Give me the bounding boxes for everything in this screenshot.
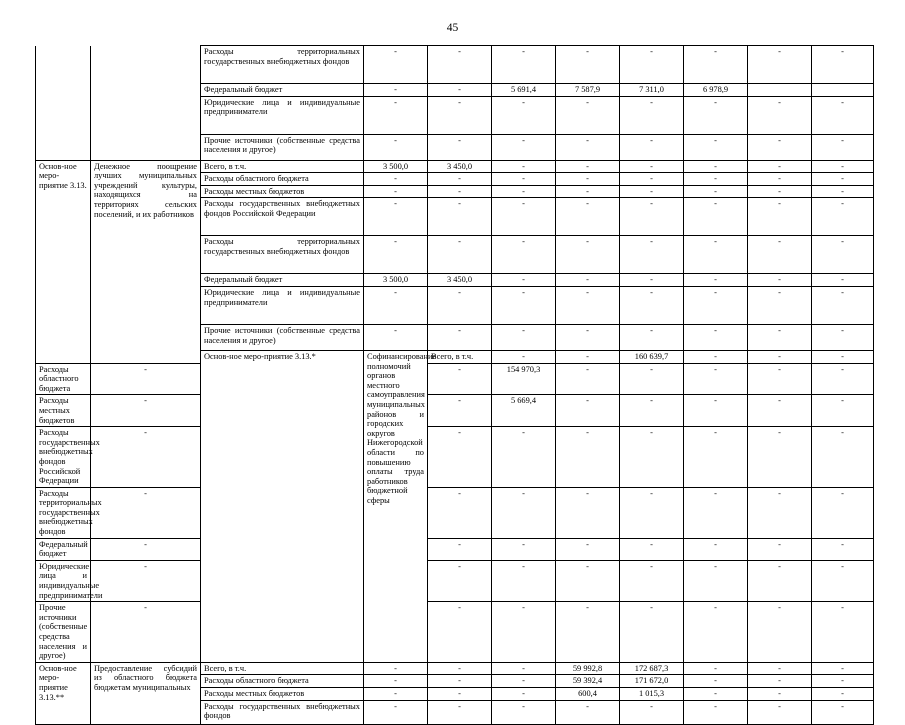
value-cell: - (812, 675, 874, 688)
value-cell: - (684, 487, 748, 538)
value-cell: - (748, 487, 812, 538)
value-cell: - (91, 487, 201, 538)
value-cell: - (748, 198, 812, 236)
value-cell: 3 450,0 (428, 160, 492, 173)
value-cell: - (748, 173, 812, 186)
value-cell (812, 84, 874, 97)
value-cell: - (748, 363, 812, 395)
value-cell: - (812, 427, 874, 488)
value-cell: - (812, 538, 874, 560)
value-cell: - (91, 602, 201, 663)
table-row (36, 395, 874, 427)
value-cell: - (428, 662, 492, 675)
activity-name-cell: Предоставление субсидий из областного бюджета бюджетам муниципальных (91, 662, 201, 724)
value-cell: 600,4 (556, 687, 620, 700)
value-cell: - (748, 602, 812, 663)
value-cell: - (684, 185, 748, 198)
value-cell: - (364, 46, 428, 84)
value-cell: 3 500,0 (364, 160, 428, 173)
value-cell: - (748, 427, 812, 488)
value-cell: - (620, 487, 684, 538)
value-cell: - (812, 687, 874, 700)
value-cell: - (748, 700, 812, 724)
value-cell: - (556, 700, 620, 724)
value-cell: - (620, 395, 684, 427)
value-cell: - (684, 602, 748, 663)
funding-source-cell: Прочие источники (собственные средства населения и другое) (201, 134, 364, 160)
value-cell: - (620, 286, 684, 324)
value-cell: - (428, 198, 492, 236)
value-cell: - (684, 427, 748, 488)
value-cell: - (556, 46, 620, 84)
value-cell: 7 587,9 (556, 84, 620, 97)
value-cell: - (428, 173, 492, 186)
value-cell: - (428, 395, 492, 427)
value-cell: - (428, 487, 492, 538)
funding-source-cell: Федеральный бюджет (36, 538, 91, 560)
value-cell: - (620, 185, 684, 198)
value-cell: - (556, 560, 620, 601)
value-cell: - (364, 700, 428, 724)
value-cell: - (364, 84, 428, 97)
funding-source-cell: Расходы государственных внебюджетных фондов Российской Федерации (201, 198, 364, 236)
value-cell: - (748, 134, 812, 160)
value-cell: - (492, 134, 556, 160)
table-row (36, 363, 874, 395)
funding-source-cell: Расходы местных бюджетов (201, 687, 364, 700)
value-cell: - (428, 687, 492, 700)
value-cell: - (492, 96, 556, 134)
value-cell: 5 691,4 (492, 84, 556, 97)
value-cell: - (556, 286, 620, 324)
value-cell: - (428, 602, 492, 663)
value-cell: - (684, 395, 748, 427)
value-cell: - (364, 662, 428, 675)
value-cell: - (492, 185, 556, 198)
value-cell: - (91, 363, 201, 395)
value-cell: 5 669,4 (492, 395, 556, 427)
value-cell: - (428, 363, 492, 395)
value-cell: - (812, 662, 874, 675)
value-cell: - (364, 96, 428, 134)
value-cell: - (91, 427, 201, 488)
value-cell: 59 992,8 (556, 662, 620, 675)
value-cell: - (556, 236, 620, 274)
value-cell: - (684, 324, 748, 350)
value-cell: - (428, 538, 492, 560)
value-cell: 154 970,3 (492, 363, 556, 395)
value-cell: - (364, 675, 428, 688)
value-cell: - (684, 134, 748, 160)
funding-source-cell: Расходы областного бюджета (36, 363, 91, 395)
value-cell: - (812, 324, 874, 350)
value-cell: - (492, 602, 556, 663)
value-cell: - (428, 96, 492, 134)
value-cell: - (91, 538, 201, 560)
value-cell: - (556, 274, 620, 287)
value-cell: - (748, 160, 812, 173)
value-cell: - (812, 395, 874, 427)
value-cell: - (684, 286, 748, 324)
value-cell: - (492, 700, 556, 724)
value-cell: - (428, 84, 492, 97)
value-cell: - (91, 560, 201, 601)
value-cell: - (748, 286, 812, 324)
value-cell: - (684, 538, 748, 560)
value-cell: - (556, 487, 620, 538)
value-cell: - (748, 395, 812, 427)
value-cell: - (620, 46, 684, 84)
value-cell: - (684, 46, 748, 84)
activity-cell: Основ-ное меро-приятие 3.13.* (201, 350, 364, 662)
value-cell: - (684, 236, 748, 274)
funding-source-cell: Прочие источники (собственные средства населения и другое) (201, 324, 364, 350)
value-cell: - (492, 236, 556, 274)
value-cell: - (492, 350, 556, 363)
table-row (36, 160, 874, 173)
value-cell: - (492, 274, 556, 287)
funding-source-cell: Расходы местных бюджетов (201, 185, 364, 198)
value-cell: - (620, 363, 684, 395)
value-cell: - (620, 236, 684, 274)
value-cell: 7 311,0 (620, 84, 684, 97)
funding-source-cell: Юридические лица и индивидуальные предприниматели (201, 286, 364, 324)
value-cell: - (620, 96, 684, 134)
value-cell: - (620, 160, 684, 173)
value-cell: - (620, 700, 684, 724)
value-cell: - (812, 160, 874, 173)
value-cell: 172 687,3 (620, 662, 684, 675)
value-cell: - (492, 487, 556, 538)
value-cell: - (428, 46, 492, 84)
value-cell: - (91, 395, 201, 427)
value-cell: - (812, 350, 874, 363)
budget-table (35, 45, 874, 725)
value-cell: - (684, 560, 748, 601)
value-cell: - (620, 560, 684, 601)
table-row (36, 427, 874, 488)
value-cell: - (428, 236, 492, 274)
value-cell: - (428, 185, 492, 198)
table-row (36, 538, 874, 560)
funding-source-cell: Расходы территориальных государственных внебюджетных фондов (36, 487, 91, 538)
activity-name-cell: Софинансирование полномочий органов местного самоуправления муниципальных районов и городских округов Нижегородской области по повышению оплаты труда работников бюджетной сферы (364, 350, 428, 662)
value-cell (748, 84, 812, 97)
value-cell: - (364, 185, 428, 198)
value-cell: - (684, 662, 748, 675)
value-cell: - (684, 363, 748, 395)
value-cell: - (812, 173, 874, 186)
activity-name-cell: Денежное поощрение лучших муниципальных учреждений культуры, находящихся на территориях сельских поселений, и их работников (91, 160, 201, 363)
activity-name-cell (91, 46, 201, 161)
value-cell: - (428, 700, 492, 724)
value-cell: - (492, 662, 556, 675)
value-cell: - (812, 602, 874, 663)
value-cell: - (492, 46, 556, 84)
value-cell: - (364, 198, 428, 236)
value-cell: - (492, 160, 556, 173)
value-cell: - (364, 236, 428, 274)
value-cell: - (748, 662, 812, 675)
value-cell: - (364, 687, 428, 700)
value-cell: - (492, 427, 556, 488)
funding-source-cell: Всего, в т.ч. (201, 662, 364, 675)
value-cell: - (812, 274, 874, 287)
value-cell: - (492, 324, 556, 350)
funding-source-cell: Всего, в т.ч. (428, 350, 492, 363)
value-cell: - (556, 427, 620, 488)
value-cell: - (620, 274, 684, 287)
value-cell: - (812, 363, 874, 395)
value-cell: - (812, 198, 874, 236)
value-cell: - (556, 602, 620, 663)
value-cell: - (428, 286, 492, 324)
funding-source-cell: Прочие источники (собственные средства населения и другое) (36, 602, 91, 663)
funding-source-cell: Расходы территориальных государственных внебюджетных фондов (201, 236, 364, 274)
funding-source-cell: Федеральный бюджет (201, 84, 364, 97)
funding-source-cell: Федеральный бюджет (201, 274, 364, 287)
value-cell: - (812, 96, 874, 134)
value-cell: - (748, 675, 812, 688)
value-cell: - (684, 350, 748, 363)
value-cell: - (492, 687, 556, 700)
funding-source-cell: Юридические лица и индивидуальные предприниматели (201, 96, 364, 134)
funding-source-cell: Расходы государственных внебюджетных фондов Российской Федерации (36, 427, 91, 488)
value-cell: - (428, 675, 492, 688)
value-cell: 59 392,4 (556, 675, 620, 688)
value-cell: - (556, 173, 620, 186)
table-row (36, 487, 874, 538)
value-cell: - (492, 675, 556, 688)
value-cell: - (620, 198, 684, 236)
value-cell: - (428, 324, 492, 350)
value-cell: - (556, 350, 620, 363)
value-cell: - (620, 427, 684, 488)
value-cell: - (428, 134, 492, 160)
value-cell: - (556, 395, 620, 427)
value-cell: - (812, 560, 874, 601)
activity-cell: Основ-ное меро-приятие 3.13. (36, 160, 91, 363)
value-cell: - (684, 687, 748, 700)
table-row (36, 602, 874, 663)
value-cell: 160 639,7 (620, 350, 684, 363)
value-cell: - (492, 173, 556, 186)
value-cell: - (492, 538, 556, 560)
value-cell: - (684, 675, 748, 688)
value-cell: - (620, 134, 684, 160)
funding-source-cell: Юридические лица и индивидуальные предприниматели (36, 560, 91, 601)
value-cell: - (620, 538, 684, 560)
activity-cell: Основ-ное меро-приятие 3.13.** (36, 662, 91, 724)
value-cell: - (812, 134, 874, 160)
value-cell: - (684, 173, 748, 186)
value-cell: - (492, 560, 556, 601)
value-cell: 1 015,3 (620, 687, 684, 700)
funding-source-cell: Расходы областного бюджета (201, 675, 364, 688)
value-cell: - (748, 236, 812, 274)
funding-source-cell: Расходы областного бюджета (201, 173, 364, 186)
value-cell: - (812, 700, 874, 724)
value-cell: - (492, 286, 556, 324)
value-cell: - (684, 700, 748, 724)
value-cell: - (428, 427, 492, 488)
table-row (36, 662, 874, 675)
page-number: 45 (446, 22, 459, 34)
table-row (36, 560, 874, 601)
funding-source-cell: Расходы местных бюджетов (36, 395, 91, 427)
value-cell: - (812, 286, 874, 324)
value-cell: 6 978,9 (684, 84, 748, 97)
value-cell: - (492, 198, 556, 236)
value-cell: - (748, 185, 812, 198)
value-cell: - (556, 363, 620, 395)
value-cell: - (684, 160, 748, 173)
value-cell: - (748, 46, 812, 84)
value-cell: - (684, 274, 748, 287)
value-cell: - (748, 274, 812, 287)
value-cell: - (556, 538, 620, 560)
funding-source-cell: Расходы государственных внебюджетных фондов (201, 700, 364, 724)
table-row (36, 46, 874, 84)
value-cell: - (748, 324, 812, 350)
value-cell: - (748, 350, 812, 363)
value-cell: - (556, 185, 620, 198)
value-cell: - (428, 560, 492, 601)
value-cell: - (812, 46, 874, 84)
value-cell: - (748, 538, 812, 560)
value-cell: - (748, 687, 812, 700)
activity-cell (36, 46, 91, 161)
value-cell: - (364, 134, 428, 160)
value-cell: - (556, 160, 620, 173)
value-cell: - (556, 198, 620, 236)
value-cell: - (556, 134, 620, 160)
value-cell: - (364, 173, 428, 186)
value-cell: - (684, 96, 748, 134)
value-cell: - (812, 487, 874, 538)
funding-source-cell: Расходы территориальных государственных внебюджетных фондов (201, 46, 364, 84)
value-cell: - (364, 324, 428, 350)
value-cell: 171 672,0 (620, 675, 684, 688)
value-cell: - (556, 324, 620, 350)
value-cell: - (620, 173, 684, 186)
funding-source-cell: Всего, в т.ч. (201, 160, 364, 173)
value-cell: - (748, 560, 812, 601)
value-cell: 3 450,0 (428, 274, 492, 287)
value-cell: - (364, 286, 428, 324)
value-cell: - (620, 324, 684, 350)
value-cell: - (620, 602, 684, 663)
value-cell: - (812, 185, 874, 198)
value-cell: - (684, 198, 748, 236)
value-cell: - (556, 96, 620, 134)
value-cell: - (812, 236, 874, 274)
value-cell: 3 500,0 (364, 274, 428, 287)
value-cell: - (748, 96, 812, 134)
